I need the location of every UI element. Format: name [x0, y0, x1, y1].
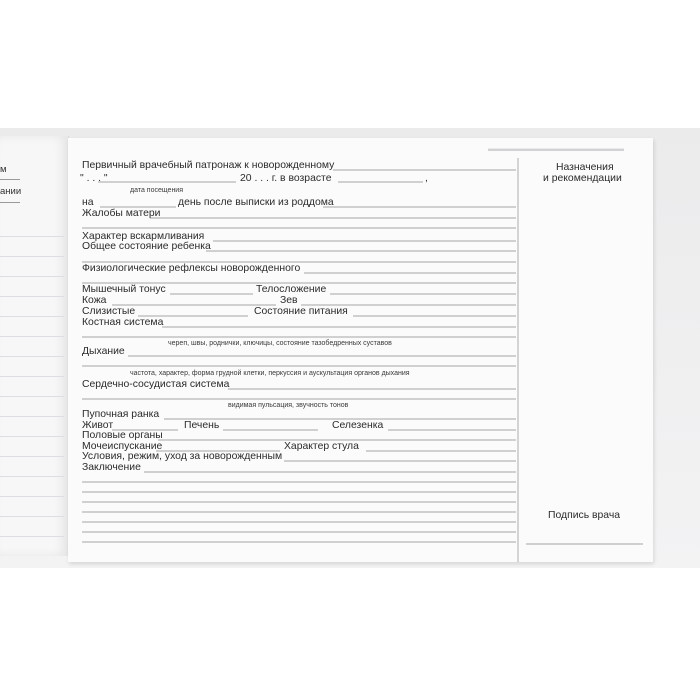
recommendations-heading-1: Назначения — [556, 162, 614, 173]
left-page-text-2: ании — [0, 186, 22, 197]
left-page-text-1: м — [0, 164, 7, 175]
label-conditions: Условия, режим, уход за новорожденным — [82, 451, 283, 462]
label-cardio: Сердечно-сосудистая система — [82, 379, 230, 390]
label-nutrition: Состояние питания — [254, 306, 348, 317]
label-general-state: Общее состояние ребенка — [82, 241, 211, 252]
label-stool: Характер стула — [284, 441, 359, 452]
label-genitals: Половые органы — [82, 430, 163, 441]
label-spleen: Селезенка — [332, 420, 384, 431]
label-on: на — [82, 197, 94, 208]
show-through: ▬▬▬▬▬▬▬▬▬▬▬▬▬▬▬▬▬ — [488, 144, 624, 153]
comma: , — [425, 173, 428, 184]
label-build: Телосложение — [256, 284, 327, 295]
form-sheet — [68, 138, 653, 562]
label-mucosa: Слизистые — [82, 306, 136, 317]
form-title: Первичный врачебный патронаж к новорожденному — [82, 160, 335, 171]
year-text: 20 . . . г. в возрасте — [240, 173, 332, 184]
label-navel: Пупочная ранка — [82, 409, 160, 420]
label-belly: Живот — [82, 420, 114, 431]
label-skin: Кожа — [82, 295, 107, 306]
label-throat: Зев — [280, 295, 298, 306]
visit-date-caption: дата посещения — [130, 187, 184, 194]
label-day-after: день после выписки из роддома — [178, 197, 334, 208]
left-page-line — [0, 202, 20, 203]
left-page-line — [0, 179, 20, 180]
cardio-caption: видимая пульсация, звучность тонов — [228, 402, 349, 409]
label-breathing: Дыхание — [82, 346, 125, 357]
date-quotes: " . . . " — [80, 173, 108, 184]
label-reflexes: Физиологические рефлексы новорожденного — [82, 263, 301, 274]
left-page-fragment — [0, 136, 69, 556]
label-feeding: Характер вскармливания — [82, 231, 205, 242]
label-mother-complaints: Жалобы матери — [82, 208, 161, 219]
label-conclusion: Заключение — [82, 462, 141, 473]
label-muscle-tone: Мышечный тонус — [82, 284, 166, 295]
form-lines — [68, 138, 653, 562]
label-liver: Печень — [184, 420, 220, 431]
breathing-caption: частота, характер, форма грудной клетки, перкуссия и аускультация органов дыхания — [130, 370, 410, 377]
label-bones: Костная система — [82, 317, 164, 328]
bones-caption: череп, швы, роднички, ключицы, состояние тазобедренных суставов — [168, 340, 392, 347]
label-urination: Мочеиспускание — [82, 441, 163, 452]
signature-label: Подпись врача — [548, 510, 621, 521]
recommendations-heading-2: и рекомендации — [543, 173, 622, 184]
